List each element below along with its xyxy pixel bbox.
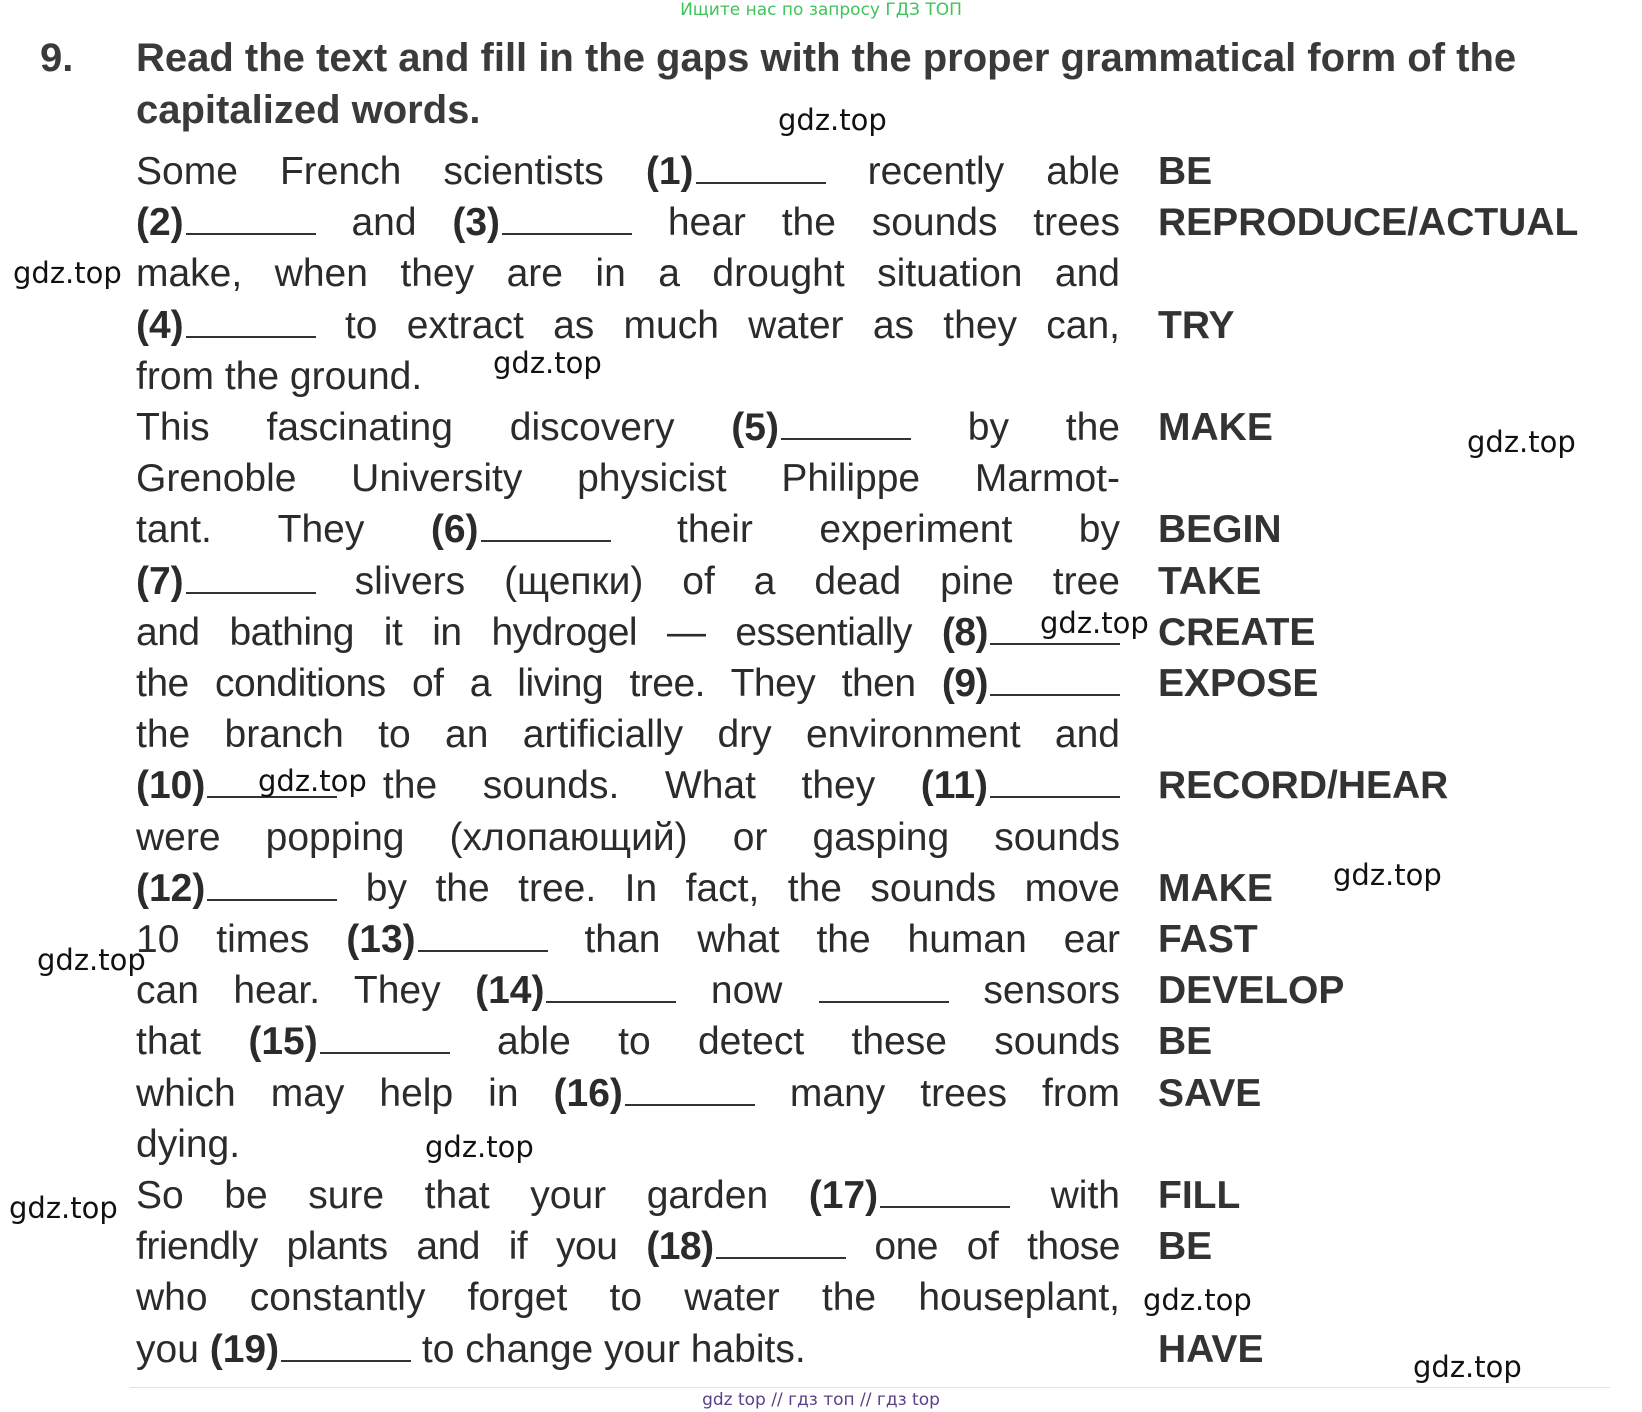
blank-gap[interactable]	[502, 199, 632, 235]
text-segment: Some French scientists	[136, 150, 646, 193]
text-segment: with	[1010, 1174, 1120, 1217]
text-segment: by the	[910, 406, 1121, 449]
text-segment: now	[676, 969, 817, 1012]
text-segment: dying.	[136, 1123, 241, 1166]
text-line	[136, 1273, 1120, 1323]
gap-number: (13)	[346, 918, 416, 961]
search-banner: Ищите нас по запросу ГДЗ ТОП	[680, 0, 962, 20]
text-segment: that	[136, 1020, 249, 1063]
footer-divider	[130, 1387, 1610, 1388]
text-segment: you	[136, 1328, 210, 1371]
gap-number: (18)	[646, 1225, 714, 1268]
text-segment: friendly plants and if you	[136, 1225, 647, 1268]
footer-links: gdz top // гдз топ // гдз top	[702, 1390, 940, 1410]
text-segment: slivers (щепки) of a dead pine tree	[315, 560, 1120, 603]
gap-number: (14)	[475, 969, 545, 1012]
capitalized-keyword: MAKE	[1158, 867, 1273, 910]
gap-number: (10)	[136, 764, 206, 807]
gap-number: (16)	[553, 1072, 623, 1115]
text-segment: Grenoble University physicist Philippe Marmot-	[136, 457, 1120, 500]
capitalized-keyword: BE	[1158, 1225, 1213, 1268]
blank-gap[interactable]	[186, 302, 316, 338]
blank-gap[interactable]	[625, 1070, 755, 1106]
text-line	[136, 147, 1120, 197]
blank-gap[interactable]	[186, 558, 316, 594]
text-line	[136, 454, 1120, 504]
blank-gap[interactable]	[281, 1326, 411, 1362]
text-line	[136, 813, 1120, 863]
blank-gap[interactable]	[990, 660, 1120, 696]
capitalized-keyword: TAKE	[1158, 560, 1262, 603]
gap-number: (5)	[731, 406, 779, 449]
capitalized-keyword: DEVELOP	[1158, 969, 1345, 1012]
gap-number: (7)	[136, 560, 184, 603]
text-line	[136, 1325, 1120, 1375]
watermark: gdz.top	[9, 1191, 118, 1225]
capitalized-keyword: CREATE	[1158, 611, 1316, 654]
gap-number: (8)	[941, 611, 988, 654]
watermark: gdz.top	[1143, 1283, 1252, 1317]
text-line	[136, 505, 1120, 555]
text-line	[136, 864, 1120, 914]
text-segment: their experiment by	[610, 508, 1120, 551]
blank-gap[interactable]	[880, 1172, 1010, 1208]
text-segment: able to detect these sounds	[449, 1020, 1120, 1063]
text-line	[136, 249, 1120, 299]
text-line	[136, 915, 1120, 965]
task-title: Read the text and fill in the gaps with the proper grammatical form of the capitalized words.	[136, 36, 1517, 132]
text-segment: tant. They	[136, 508, 431, 551]
text-segment: many trees from	[754, 1072, 1120, 1115]
watermark: gdz.top	[1333, 858, 1442, 892]
text-segment: So be sure that your garden	[136, 1174, 809, 1217]
capitalized-keyword: BE	[1158, 1020, 1213, 1063]
capitalized-keyword: BEGIN	[1158, 508, 1282, 551]
task-number: 9.	[40, 36, 74, 80]
gap-number: (4)	[136, 304, 184, 347]
capitalized-keyword: FAST	[1158, 918, 1258, 961]
watermark: gdz.top	[1467, 425, 1576, 459]
text-line	[136, 403, 1120, 453]
capitalized-keyword: BE	[1158, 150, 1213, 193]
text-segment: to extract as much water as they can,	[315, 304, 1120, 347]
text-segment: the branch to an artificially dry environment and	[136, 713, 1120, 756]
capitalized-keyword: RECORD/HEAR	[1158, 764, 1449, 807]
gap-number: (9)	[941, 662, 988, 705]
blank-gap[interactable]	[186, 199, 316, 235]
text-line	[136, 710, 1120, 760]
text-segment: were popping (хлопающий) or gasping sounds	[136, 816, 1120, 859]
text-segment: the conditions of a living tree. They then	[136, 662, 942, 705]
blank-gap[interactable]	[207, 865, 337, 901]
gap-number: (2)	[136, 201, 184, 244]
watermark: gdz.top	[425, 1130, 534, 1164]
gap-number: (12)	[136, 867, 206, 910]
text-segment: sensors	[948, 969, 1120, 1012]
gap-number: (17)	[808, 1174, 879, 1217]
gap-number: (19)	[209, 1328, 280, 1371]
blank-gap[interactable]	[320, 1018, 450, 1054]
gap-number: (1)	[645, 150, 694, 193]
capitalized-keyword: HAVE	[1158, 1328, 1264, 1371]
blank-gap[interactable]	[481, 506, 611, 542]
text-line	[136, 608, 1120, 658]
watermark: gdz.top	[778, 103, 887, 137]
blank-gap[interactable]	[990, 762, 1120, 798]
text-segment: who constantly forget to water the houseplant,	[136, 1276, 1120, 1319]
watermark: gdz.top	[493, 346, 602, 380]
text-segment: than what the human ear	[547, 918, 1120, 961]
gap-number: (11)	[920, 764, 988, 807]
text-line	[136, 1171, 1120, 1221]
blank-gap[interactable]	[819, 967, 949, 1003]
capitalized-keyword: TRY	[1158, 304, 1235, 347]
blank-gap[interactable]	[781, 404, 911, 440]
text-line	[136, 966, 1120, 1016]
text-segment: and bathing it in hydrogel — essentially	[136, 611, 942, 654]
watermark: gdz.top	[37, 943, 146, 977]
text-line	[136, 1120, 1120, 1170]
text-line	[136, 557, 1120, 607]
text-segment: which may help in	[136, 1072, 554, 1115]
gap-number: (3)	[452, 201, 501, 244]
text-segment: the sounds. What they	[337, 764, 921, 807]
blank-gap[interactable]	[716, 1223, 846, 1259]
text-segment: to change your habits.	[411, 1328, 806, 1371]
gap-number: (15)	[248, 1020, 318, 1063]
text-line	[136, 198, 1120, 248]
text-segment: can hear. They	[136, 969, 476, 1012]
capitalized-keyword: REPRODUCE/ACTUAL	[1158, 201, 1579, 244]
text-line	[136, 352, 1120, 402]
text-segment: make, when they are in a drought situation and	[136, 252, 1120, 295]
watermark: gdz.top	[13, 256, 122, 290]
blank-gap[interactable]	[696, 148, 826, 184]
gap-number: (6)	[430, 508, 479, 551]
text-segment: This fascinating discovery	[136, 406, 732, 449]
capitalized-keyword: FILL	[1158, 1174, 1241, 1217]
text-segment: and	[315, 201, 453, 244]
capitalized-keyword: MAKE	[1158, 406, 1273, 449]
text-line	[136, 1069, 1120, 1119]
capitalized-keyword: SAVE	[1158, 1072, 1262, 1115]
watermark: gdz.top	[1413, 1350, 1522, 1384]
text-segment: recently able	[825, 150, 1120, 193]
capitalized-keyword: EXPOSE	[1158, 662, 1319, 705]
watermark: gdz.top	[258, 764, 367, 798]
watermark: gdz.top	[1040, 606, 1149, 640]
text-segment: from the ground.	[136, 355, 423, 398]
text-segment: by the tree. In fact, the sounds move	[337, 867, 1120, 910]
blank-gap[interactable]	[418, 916, 548, 952]
text-line	[136, 659, 1120, 709]
blank-gap[interactable]	[546, 967, 676, 1003]
text-line	[136, 301, 1120, 351]
text-segment: 10 times	[136, 918, 347, 961]
text-segment: one of those	[845, 1225, 1120, 1268]
text-line	[136, 1222, 1120, 1272]
text-line	[136, 1017, 1120, 1067]
text-segment: hear the sounds trees	[632, 201, 1120, 244]
